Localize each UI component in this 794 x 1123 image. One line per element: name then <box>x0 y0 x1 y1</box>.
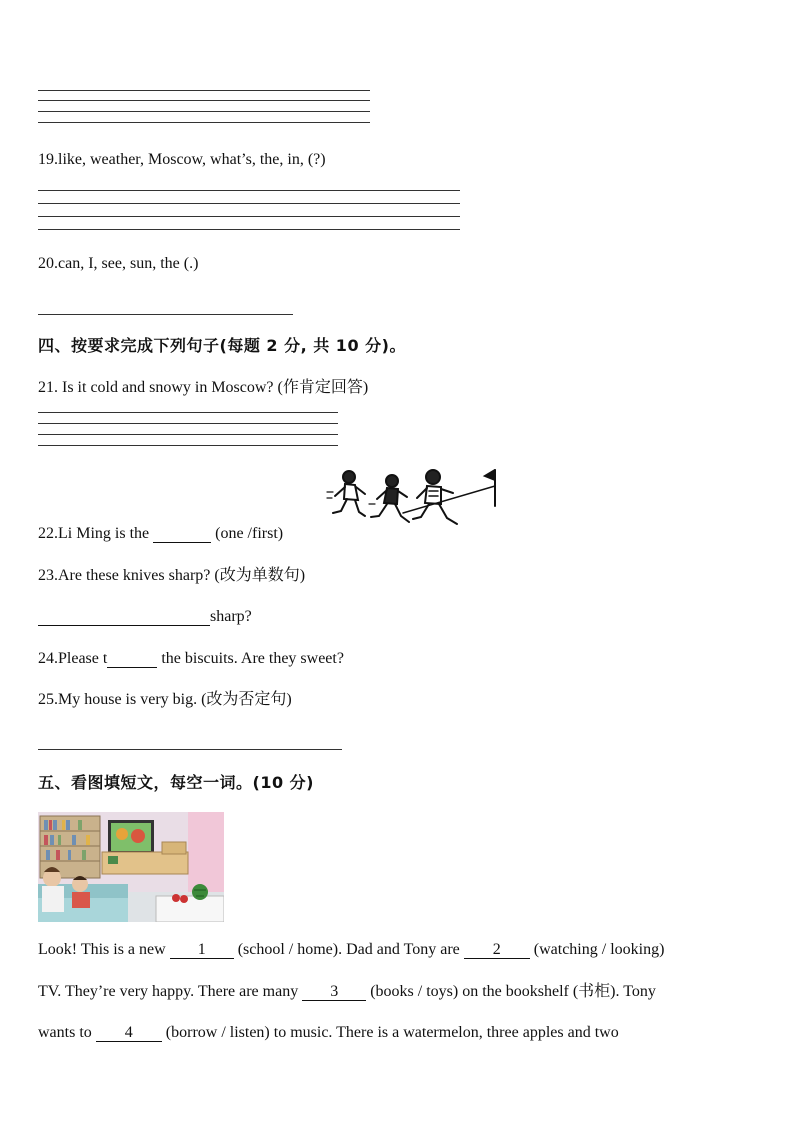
answer-line <box>38 90 370 91</box>
question-19: 19.like, weather, Moscow, what’s, the, in, (?) <box>38 151 326 168</box>
section-4-heading: 四、按要求完成下列句子(每题 2 分, 共 10 分)。 <box>38 336 406 355</box>
question-21: 21. Is it cold and snowy in Moscow? (作肯定回答) <box>38 379 369 396</box>
answer-line <box>38 749 342 750</box>
answer-line <box>38 423 338 424</box>
question-23: 23.Are these knives sharp? (改为单数句) <box>38 567 306 584</box>
question-22-before: 22.Li Ming is the <box>38 525 150 542</box>
answer-line <box>38 314 293 315</box>
passage-text: wants to <box>38 1024 96 1041</box>
living-room-picture <box>38 812 224 922</box>
answer-line <box>38 100 370 101</box>
passage-line-1 <box>38 940 758 960</box>
answer-line <box>38 216 460 217</box>
answer-blank[interactable] <box>107 651 157 668</box>
passage-text: Look! This is a new <box>38 941 170 958</box>
passage-text: (school / home). Dad and Tony are <box>233 941 464 958</box>
passage-blank-2[interactable]: 2 <box>464 942 530 959</box>
question-23-answer <box>38 607 252 627</box>
passage-text: (books / toys) on the bookshelf (书柜). Tony <box>366 983 656 1000</box>
answer-blank[interactable] <box>38 609 210 626</box>
question-23-suffix: sharp? <box>210 608 252 625</box>
answer-line <box>38 203 460 204</box>
passage-blank-4[interactable]: 4 <box>96 1025 162 1042</box>
question-22 <box>38 524 283 544</box>
answer-line <box>38 412 338 413</box>
passage-text: (borrow / listen) to music. There is a watermelon, three apples and two <box>161 1024 619 1041</box>
answer-line <box>38 445 338 446</box>
answer-line <box>38 229 460 230</box>
answer-line <box>38 434 338 435</box>
section-5-heading: 五、看图填短文，每空一词。(10 分) <box>38 773 314 792</box>
passage-line-2 <box>38 982 758 1002</box>
answer-line <box>38 122 370 123</box>
race-runners-illustration <box>325 466 500 538</box>
question-24-after: the biscuits. Are they sweet? <box>161 650 344 667</box>
passage-blank-1[interactable]: 1 <box>170 942 234 959</box>
answer-line <box>38 190 460 191</box>
passage-text: TV. They’re very happy. There are many <box>38 983 303 1000</box>
question-24 <box>38 649 344 669</box>
passage-text: (watching / looking) <box>529 941 665 958</box>
question-20: 20.can, I, see, sun, the (.) <box>38 255 199 272</box>
question-22-after: (one /first) <box>215 525 284 542</box>
answer-line <box>38 111 370 112</box>
passage-blank-3[interactable]: 3 <box>302 984 366 1001</box>
answer-blank[interactable] <box>153 526 211 543</box>
question-25: 25.My house is very big. (改为否定句) <box>38 691 292 708</box>
passage-line-3 <box>38 1023 758 1043</box>
question-24-before: 24.Please t <box>38 650 108 667</box>
